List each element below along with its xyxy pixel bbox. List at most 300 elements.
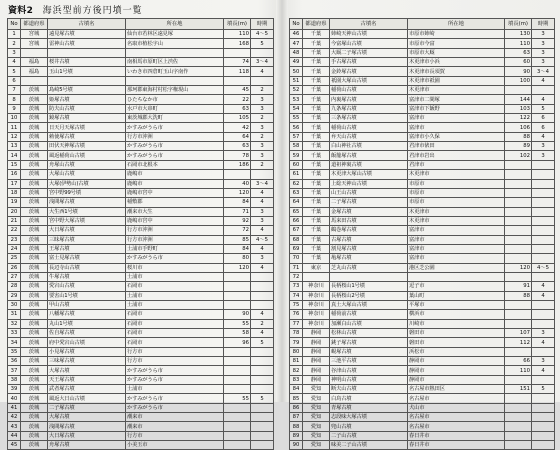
cell-location: 磐田市	[408, 338, 505, 347]
table-row	[8, 347, 274, 356]
cell-no: 21	[8, 216, 21, 225]
cell-prefecture: 神奈川	[303, 319, 330, 328]
cell-period	[251, 403, 274, 412]
cell-no: 72	[290, 272, 303, 281]
cell-period: 4	[532, 291, 555, 300]
cell-no: 3	[8, 48, 21, 57]
cell-length: 96	[224, 338, 251, 347]
cell-no: 49	[290, 58, 303, 67]
cell-period: 2	[251, 132, 274, 141]
cell-period: 3	[251, 142, 274, 151]
cell-kofun-name: 白鳥古墳	[330, 394, 408, 403]
cell-location: 富津市	[408, 123, 505, 132]
cell-period: 3	[532, 58, 555, 67]
cell-period: 4	[251, 310, 274, 319]
cell-no: 25	[8, 254, 21, 263]
cell-length	[224, 385, 251, 394]
cell-period	[251, 300, 274, 309]
cell-length: 107	[505, 329, 532, 338]
cell-period	[532, 198, 555, 207]
cell-period: 4～5	[532, 263, 555, 272]
cell-kofun-name: 浅間塚古墳	[48, 198, 126, 207]
cell-prefecture: 福島	[21, 58, 48, 67]
cell-length	[505, 207, 532, 216]
cell-kofun-name	[48, 76, 126, 85]
cell-kofun-name: 飯籠塚古墳	[330, 151, 408, 160]
cell-kofun-name: 白山神社古墳	[330, 142, 408, 151]
cell-location: 鹿嶋市宮中	[126, 188, 224, 197]
table-row	[290, 385, 555, 394]
table-row	[290, 114, 555, 123]
cell-kofun-name: 風返稲荷山古墳	[48, 151, 126, 160]
cell-no: 40	[8, 394, 21, 403]
cell-location: かすみがうら市	[126, 123, 224, 132]
cell-location: 富津市	[408, 244, 505, 253]
table-row	[290, 272, 555, 281]
cell-no: 61	[290, 170, 303, 179]
cell-no: 64	[290, 198, 303, 207]
table-row	[290, 170, 555, 179]
cell-no: 22	[8, 226, 21, 235]
cell-no: 24	[8, 244, 21, 253]
cell-no: 16	[8, 170, 21, 179]
cell-prefecture: 静岡	[303, 375, 330, 384]
cell-no: 9	[8, 104, 21, 113]
cell-prefecture: 千葉	[303, 95, 330, 104]
cell-no: 76	[290, 310, 303, 319]
cell-period: 4	[251, 188, 274, 197]
cell-no: 56	[290, 123, 303, 132]
cell-length: 144	[505, 95, 532, 104]
cell-location: 市原市大厩	[408, 48, 505, 57]
cell-location: 名古屋市	[408, 394, 505, 403]
cell-period	[532, 422, 555, 431]
cell-length	[224, 413, 251, 422]
table-row	[290, 160, 555, 169]
cell-prefecture: 茨城	[21, 95, 48, 104]
document-title-text: 海浜型前方後円墳一覧	[42, 6, 143, 16]
cell-period: 3～4	[251, 179, 274, 188]
cell-location: 石岡市	[126, 329, 224, 338]
cell-no: 18	[8, 188, 21, 197]
cell-length: 84	[224, 244, 251, 253]
cell-no: 27	[8, 272, 21, 281]
cell-no: 80	[290, 347, 303, 356]
cell-prefecture: 茨城	[21, 254, 48, 263]
cell-prefecture: 茨城	[21, 188, 48, 197]
table-row	[290, 263, 555, 272]
cell-length: 42	[224, 123, 251, 132]
cell-length: 71	[224, 207, 251, 216]
cell-length: 118	[224, 67, 251, 76]
cell-period: 4	[532, 132, 555, 141]
cell-prefecture: 茨城	[21, 86, 48, 95]
table-row	[290, 216, 555, 225]
cell-no: 54	[290, 104, 303, 113]
cell-kofun-name	[330, 272, 408, 281]
cell-location: 静岡市	[408, 357, 505, 366]
cell-prefecture: 茨城	[21, 422, 48, 431]
cell-kofun-name: 玉山1号墳	[48, 67, 126, 76]
cell-length: 66	[505, 357, 532, 366]
cell-period	[532, 188, 555, 197]
cell-length	[224, 76, 251, 85]
cell-prefecture: 神奈川	[303, 310, 330, 319]
cell-no: 12	[8, 132, 21, 141]
cell-kofun-name: 二子塚古墳	[330, 198, 408, 207]
table-row	[290, 282, 555, 291]
cell-no: 87	[290, 413, 303, 422]
cell-period	[532, 160, 555, 169]
cell-no: 58	[290, 142, 303, 151]
cell-period	[532, 310, 555, 319]
cell-kofun-name: 馬来田古墳	[330, 216, 408, 225]
cell-location: 木更津市長須賀	[408, 67, 505, 76]
cell-period	[251, 76, 274, 85]
cell-length	[505, 394, 532, 403]
cell-prefecture: 茨城	[21, 226, 48, 235]
cell-period: 3	[251, 254, 274, 263]
table-row	[8, 160, 274, 169]
table-row	[8, 86, 274, 95]
cell-prefecture: 茨城	[21, 319, 48, 328]
cell-location: かすみがうら市	[126, 142, 224, 151]
table-row	[290, 76, 555, 85]
cell-location: ひたちなか市	[126, 95, 224, 104]
cell-location: 平塚市	[408, 300, 505, 309]
cell-length: 130	[505, 30, 532, 39]
cell-kofun-name: 大塚古墳	[48, 366, 126, 375]
cell-prefecture: 愛知	[303, 394, 330, 403]
cell-length	[505, 235, 532, 244]
table-row	[8, 329, 274, 338]
cell-no: 43	[8, 422, 21, 431]
cell-kofun-name: 要害山1号墳	[48, 291, 126, 300]
cell-no: 53	[290, 95, 303, 104]
cell-length: 120	[224, 263, 251, 272]
cell-kofun-name: 大日塚古墳	[48, 226, 126, 235]
cell-location: 川崎市	[408, 319, 505, 328]
header-kofun-name: 古墳名	[48, 19, 126, 30]
cell-kofun-name: 大塚古墳	[48, 413, 126, 422]
cell-length	[224, 282, 251, 291]
table-row	[290, 291, 555, 300]
cell-location: 木更津市小浜	[408, 58, 505, 67]
cell-prefecture: 茨城	[21, 263, 48, 272]
cell-prefecture: 千葉	[303, 67, 330, 76]
cell-prefecture: 千葉	[303, 170, 330, 179]
cell-kofun-name: 兜山古墳	[330, 422, 408, 431]
cell-kofun-name: 山王山古墳	[330, 188, 408, 197]
cell-period	[532, 179, 555, 188]
cell-kofun-name: 長辺寺山古墳	[48, 263, 126, 272]
cell-kofun-name: 舟塚山古墳	[48, 160, 126, 169]
cell-kofun-name: 丸山1号墳	[48, 319, 126, 328]
table-row	[290, 86, 555, 95]
cell-prefecture: 宮城	[21, 39, 48, 48]
cell-no: 10	[8, 114, 21, 123]
cell-period	[532, 431, 555, 440]
cell-kofun-name: 日天月天塚古墳	[48, 123, 126, 132]
cell-period: 4～5	[251, 30, 274, 39]
cell-kofun-name: 愛宕山古墳	[48, 282, 126, 291]
cell-location: 富津市	[408, 235, 505, 244]
cell-no: 45	[8, 441, 21, 450]
table-row	[290, 151, 555, 160]
cell-kofun-name: 宮中野99号墳	[48, 188, 126, 197]
cell-kofun-name: 姉崎天神山古墳	[330, 30, 408, 39]
cell-length: 55	[224, 319, 251, 328]
table-row	[8, 198, 274, 207]
cell-length	[505, 86, 532, 95]
cell-location: かすみがうら市	[126, 394, 224, 403]
cell-prefecture	[21, 76, 48, 85]
cell-kofun-name: 甲山古墳	[48, 300, 126, 309]
table-row	[290, 422, 555, 431]
table-row	[8, 431, 274, 440]
cell-length	[505, 216, 532, 225]
cell-location: 春日井市	[408, 441, 505, 450]
cell-prefecture: 千葉	[303, 226, 330, 235]
cell-period	[251, 375, 274, 384]
cell-no: 55	[290, 114, 303, 123]
cell-kofun-name: 田伏天神塚古墳	[48, 142, 126, 151]
cell-no: 84	[290, 385, 303, 394]
cell-kofun-name: 八幡塚古墳	[48, 310, 126, 319]
header-no: No	[8, 19, 21, 30]
cell-length: 110	[224, 30, 251, 39]
cell-prefecture: 千葉	[303, 48, 330, 57]
cell-length: 89	[505, 142, 532, 151]
cell-period: 2	[251, 86, 274, 95]
cell-location: 君津市岩出	[408, 151, 505, 160]
cell-period	[532, 319, 555, 328]
cell-period: 2	[251, 114, 274, 123]
cell-kofun-name: 松林山古墳	[330, 329, 408, 338]
cell-period	[532, 226, 555, 235]
cell-period: 4	[251, 329, 274, 338]
cell-period: 3	[251, 207, 274, 216]
cell-location: 石岡市北根本	[126, 160, 224, 169]
cell-location: 富津市小久保	[408, 132, 505, 141]
cell-location: 行方市	[126, 347, 224, 356]
cell-no: 65	[290, 207, 303, 216]
cell-no: 38	[8, 375, 21, 384]
cell-prefecture: 茨城	[21, 338, 48, 347]
cell-period: 3	[251, 151, 274, 160]
cell-no: 7	[8, 86, 21, 95]
cell-location: 富津市下飯野	[408, 104, 505, 113]
cell-period	[532, 375, 555, 384]
cell-location: 鹿嶋市宮中	[126, 216, 224, 225]
cell-prefecture: 茨城	[21, 123, 48, 132]
cell-location: 木更津市	[408, 86, 505, 95]
cell-length: 90	[505, 67, 532, 76]
cell-length	[505, 431, 532, 440]
table-row	[290, 207, 555, 216]
cell-no: 36	[8, 357, 21, 366]
cell-location: 春日井市	[408, 431, 505, 440]
header-location: 所在地	[126, 19, 224, 30]
cell-location: 行方市沖洲	[126, 235, 224, 244]
cell-kofun-name: 真土大塚山古墳	[330, 300, 408, 309]
cell-kofun-name: 志段味大塚古墳	[330, 413, 408, 422]
cell-kofun-name	[48, 48, 126, 57]
cell-location: 木更津市祇園	[408, 76, 505, 85]
cell-location: 横浜市	[408, 310, 505, 319]
cell-period: 6	[532, 123, 555, 132]
cell-length: 102	[505, 151, 532, 160]
cell-period	[251, 431, 274, 440]
cell-location: 市原市	[408, 188, 505, 197]
cell-location: いわき市四倉町玉山字南作	[126, 67, 224, 76]
cell-prefecture: 茨城	[21, 300, 48, 309]
cell-location: 潮来市	[126, 413, 224, 422]
cell-kofun-name: 長柄桜山2号墳	[330, 291, 408, 300]
cell-period	[532, 170, 555, 179]
cell-no: 88	[290, 422, 303, 431]
cell-location: 土浦市手野町	[126, 244, 224, 253]
cell-period: 3	[532, 30, 555, 39]
cell-period: 3	[532, 357, 555, 366]
table-row	[8, 76, 274, 85]
cell-location: 東茨城郡大洗町	[126, 114, 224, 123]
cell-no: 52	[290, 86, 303, 95]
cell-period	[532, 441, 555, 450]
table-row	[8, 357, 274, 366]
cell-period: 3	[251, 123, 274, 132]
cell-length: 103	[505, 104, 532, 113]
cell-length	[505, 226, 532, 235]
cell-period	[251, 366, 274, 375]
cell-no: 32	[8, 319, 21, 328]
cell-no: 62	[290, 179, 303, 188]
cell-kofun-name: 谷津山古墳	[330, 366, 408, 375]
table-row	[8, 310, 274, 319]
cell-prefecture: 静岡	[303, 366, 330, 375]
cell-kofun-name: 古塚古墳	[330, 235, 408, 244]
cell-location: かすみがうら市	[126, 151, 224, 160]
cell-length: 55	[224, 394, 251, 403]
cell-length	[505, 300, 532, 309]
cell-length: 186	[224, 160, 251, 169]
table-row	[8, 142, 274, 151]
cell-prefecture: 千葉	[303, 104, 330, 113]
cell-length	[505, 254, 532, 263]
table-row	[8, 319, 274, 328]
cell-kofun-name: 二子山古墳	[330, 431, 408, 440]
cell-length	[505, 198, 532, 207]
cell-prefecture: 静岡	[303, 329, 330, 338]
cell-location: 鹿嶋市	[126, 170, 224, 179]
cell-prefecture: 千葉	[303, 151, 330, 160]
cell-prefecture: 茨城	[21, 272, 48, 281]
cell-period: 4～5	[251, 235, 274, 244]
cell-length	[505, 160, 532, 169]
cell-kofun-name: 舟塚古墳	[48, 441, 126, 450]
cell-length	[505, 310, 532, 319]
cell-prefecture: 茨城	[21, 403, 48, 412]
cell-location	[126, 48, 224, 57]
cell-prefecture: 千葉	[303, 216, 330, 225]
table-row	[8, 235, 274, 244]
cell-length: 85	[224, 235, 251, 244]
cell-length	[224, 300, 251, 309]
cell-no: 30	[8, 300, 21, 309]
cell-period	[251, 422, 274, 431]
cell-kofun-name: 宮中野大塚古墳	[48, 216, 126, 225]
cell-kofun-name: 島崎5号墳	[48, 86, 126, 95]
cell-prefecture	[21, 48, 48, 57]
cell-location: 名古屋市	[408, 413, 505, 422]
cell-prefecture: 静岡	[303, 338, 330, 347]
cell-kofun-name: 銚子塚古墳	[330, 338, 408, 347]
table-row	[8, 67, 274, 76]
cell-no: 57	[290, 132, 303, 141]
cell-kofun-name: 大生西1号墳	[48, 207, 126, 216]
cell-period	[251, 282, 274, 291]
cell-kofun-name: 武者塚古墳	[48, 385, 126, 394]
cell-length	[505, 272, 532, 281]
cell-prefecture: 茨城	[21, 179, 48, 188]
table-row	[8, 244, 274, 253]
cell-no: 74	[290, 291, 303, 300]
cell-prefecture: 千葉	[303, 235, 330, 244]
cell-kofun-name: 三条塚古墳	[330, 114, 408, 123]
cell-no: 47	[290, 39, 303, 48]
cell-location: 逗子市	[408, 282, 505, 291]
cell-kofun-name: 天王塚古墳	[48, 375, 126, 384]
cell-location: 富津市	[408, 226, 505, 235]
cell-no: 44	[8, 431, 21, 440]
cell-kofun-name: 神明山古墳	[330, 375, 408, 384]
cell-prefecture: 福島	[21, 67, 48, 76]
cell-period: 4	[532, 76, 555, 85]
cell-length: 63	[505, 48, 532, 57]
cell-location: 静岡市	[408, 375, 505, 384]
cell-prefecture: 千葉	[303, 207, 330, 216]
cell-prefecture: 茨城	[21, 357, 48, 366]
cell-period: 6	[532, 114, 555, 123]
cell-kofun-name: 長柄桜山1号墳	[330, 282, 408, 291]
cell-prefecture: 千葉	[303, 58, 330, 67]
cell-kofun-name: 木更津大塚山古墳	[330, 170, 408, 179]
table-row	[8, 48, 274, 57]
cell-no: 71	[290, 263, 303, 272]
header-no: No	[290, 19, 303, 30]
table-row	[290, 198, 555, 207]
cell-prefecture: 茨城	[21, 151, 48, 160]
cell-period: 4	[532, 95, 555, 104]
cell-kofun-name: 風返大日山古墳	[48, 394, 126, 403]
cell-no: 70	[290, 254, 303, 263]
cell-prefecture: 千葉	[303, 142, 330, 151]
header-length: 墳長(m)	[224, 19, 251, 30]
cell-period: 4	[251, 244, 274, 253]
cell-location	[408, 272, 505, 281]
cell-no: 33	[8, 329, 21, 338]
cell-kofun-name: 姫塚古墳	[48, 95, 126, 104]
cell-period: 5	[251, 338, 274, 347]
table-row	[290, 347, 555, 356]
cell-no: 1	[8, 30, 21, 39]
cell-prefecture: 愛知	[303, 441, 330, 450]
cell-no: 41	[8, 403, 21, 412]
cell-length	[505, 319, 532, 328]
cell-no: 5	[8, 67, 21, 76]
cell-period: 2	[251, 319, 274, 328]
cell-location: 木更津市	[408, 216, 505, 225]
